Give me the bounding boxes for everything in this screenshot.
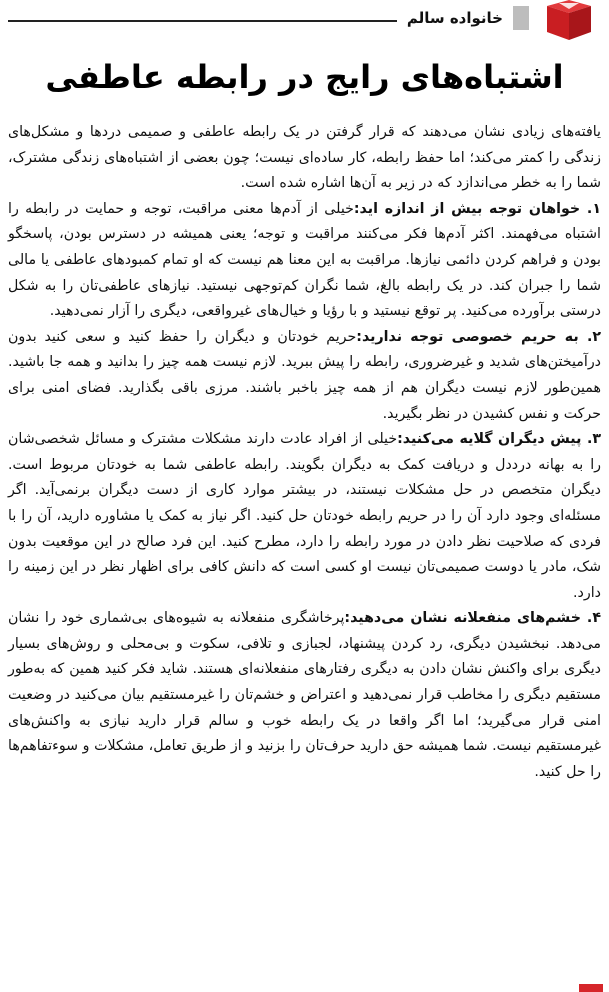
item-paragraph [8,325,601,427]
item-paragraph [8,197,601,325]
item-heading: ۱. خواهان توجه بیش از اندازه اید: [353,200,601,217]
item-text: حریم خودتان و دیگران را حفظ کنید و سعی کنید بدون درآمیختن‌های شدید و غیرضروری، رابطه را پیش ببرید. لازم نیست همه چیز را بدانید و همه جا باشید. همین‌طور لازم نیست دیگران هم از همه چیز باخبر باشند. مرزی باقی بگذارید. فضای امنی برای حرکت و نفس کشیدن در نظر بگیرید. [8,328,601,422]
article-headline: اشتباه‌های رایج در رابطه عاطفی [45,58,564,96]
page-corner-mark [579,984,603,992]
article-body [8,120,601,984]
intro-paragraph: یافته‌های زیادی نشان می‌دهند که قرار گرفتن در یک رابطه عاطفی و صمیمی دردها و مشکل‌های زندگی را کمتر می‌کند؛ اما حفظ رابطه، کار ساده‌ای نیست؛ چون بعضی از اشتباه‌های زندگی مشترک، شما را به خطر می‌اندازد که در زیر به آن‌ها اشاره شده است. [8,124,601,192]
item-heading: ۴. خشم‌های منفعلانه نشان می‌دهید: [344,610,601,627]
section-header [0,0,609,34]
section-label: خانواده سالم [397,4,513,32]
item-heading: ۳. پیش دیگران گلایه می‌کنید: [397,431,602,448]
item-heading: ۲. به حریم خصوصی توجه ندارید: [356,328,601,345]
item-text: خیلی از آدم‌ها معنی مراقبت، توجه و حمایت در رابطه را اشتباه می‌فهمند. اکثر آدم‌ها فکر می‌کنند مراقبت و توجه؛ یعنی همیشه در دسترس بودن، پاسخگو بودن و فراهم کردن دائمی نیازها. مراقبت به این معنا هم نیست که او تمام کمبودهای عاطفی یا مالی شما را جبران کند. در یک رابطه بالغ، شما نگران کم‌توجهی نیستید. نیازهای عاطفی‌تان را به شکل درستی برآورده می‌کنید. پر توقع نیستید و با رؤیا و خیال‌های غیرواقعی، دیگری را آزار نمی‌دهید. [8,200,601,320]
item-text: خیلی از افراد عادت دارند مشکلات مشترک و مسائل شخصی‌شان را به بهانه درددل و دریافت کمک به دیگران بگویند. رابطه عاطفی شما به خودتان مربوط است. دیگران متخصص در حل مشکلات نیستند، در بیشتر موارد کاری از دست دیگران برنمی‌آید. اگر مسئله‌ای وجود دارد آن را در حریم رابطه خودتان حل کنید. اگر نیاز به کمک یا مشاوره دارید، آن را با فردی که صلاحیت نظر دادن در مورد رابطه را دارد، مطرح کنید. این فرد صالح در این موقعیت بدون شک، مادر یا دوست صمیمی‌تان نیست او کسی است که دانش کافی برای اظهار نظر در این زمینه را دارد. [8,431,601,601]
item-paragraph [8,427,601,606]
item-paragraph [8,606,601,785]
item-text: پرخاشگری منفعلانه به شیوه‌های بی‌شماری خود را نشان می‌دهد. نبخشیدن دیگری، رد کردن پیشنهاد، لجبازی و تلافی، سکوت و بی‌محلی و روش‌های بسیار دیگری برای واکنش نشان دادن به دیگری رفتارهای منفعلانه‌ای هستند. شاید فکر کنید همین که به‌طور مستقیم دیگری را مخاطب قرار نمی‌دهید و اعتراض و خشم‌تان را غیرمستقیم بیان می‌کنید در وضعیت امنی قرار می‌گیرید؛ اما اگر واقعا در یک رابطه خوب و سالم قرار دارید نیازی به واکنش‌های غیرمستقیم نیست. شما همیشه حق دارید حرف‌تان را بزنید و از طریق تعامل، مشکلات و سوءتفاهم‌ها را حل کنید. [8,610,601,780]
red-cube-logo-icon [539,0,595,40]
